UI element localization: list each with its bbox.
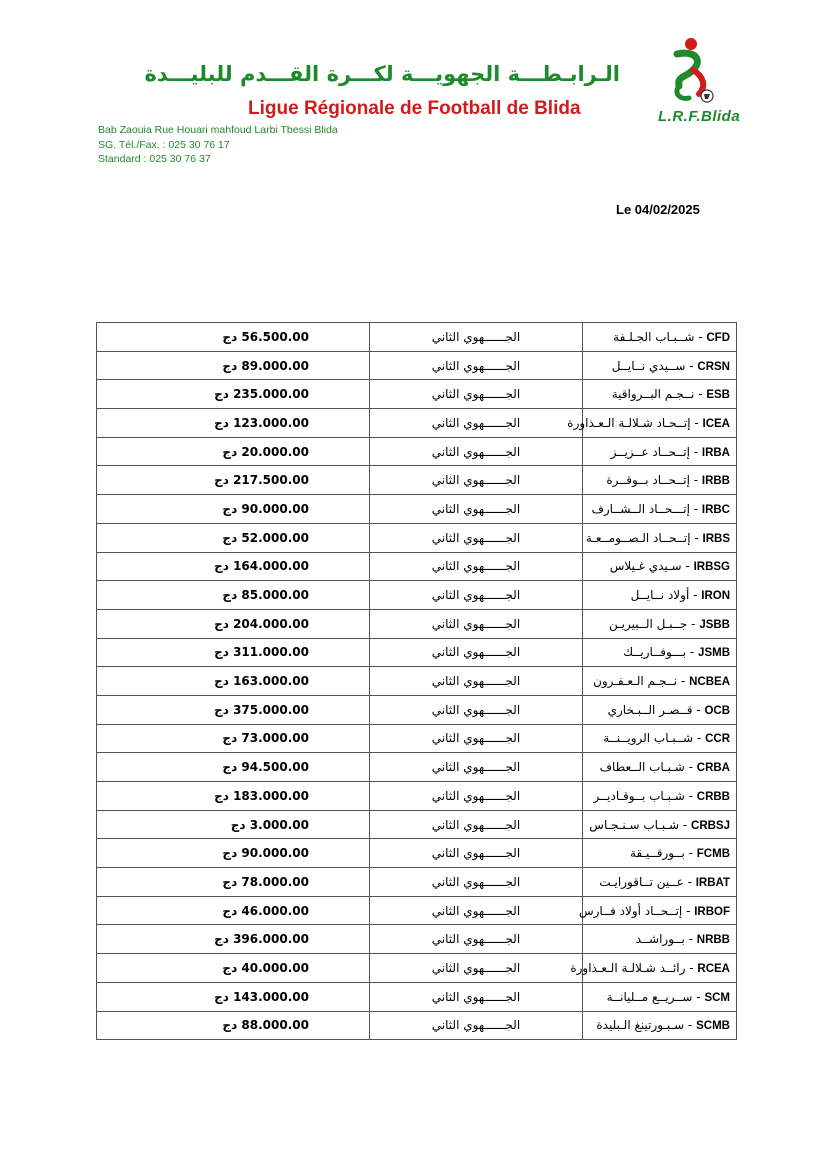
club-code: IRBAT (695, 876, 730, 889)
currency: دج (214, 559, 229, 574)
currency: دج (214, 473, 229, 488)
division-cell: الجــــــهوي الثاني (370, 982, 583, 1011)
amount-cell (97, 1011, 370, 1040)
club-code: SCMB (696, 1020, 730, 1033)
division-cell: الجــــــهوي الثاني (370, 380, 583, 409)
amount-value: 204.000.00 (233, 616, 309, 631)
club-code: RCEA (697, 962, 730, 975)
table-row (97, 724, 737, 753)
club-code: IRON (701, 590, 730, 603)
club-cell (583, 1011, 737, 1040)
amount-cell (97, 581, 370, 610)
club-code: JSBB (699, 618, 730, 631)
club-cell (567, 409, 737, 438)
division-cell: الجــــــهوي الثاني (370, 638, 583, 667)
currency: دج (222, 874, 238, 889)
amount-cell (97, 466, 370, 495)
amount-value: 123.000.00 (233, 415, 309, 430)
currency: دج (222, 903, 238, 918)
fees-table (96, 322, 737, 1040)
club-name: سـيدي غـيلاس (609, 559, 682, 574)
separator: - (683, 874, 696, 889)
separator: - (690, 530, 703, 545)
division-cell: الجــــــهوي الثاني (370, 753, 583, 782)
currency: دج (214, 788, 229, 803)
table-row (97, 868, 737, 897)
currency: دج (222, 846, 238, 861)
club-name: إتــحــاد عــزيــز (610, 444, 690, 459)
club-cell (583, 839, 737, 868)
amount-cell (97, 437, 370, 466)
separator: - (689, 501, 702, 516)
amount-cell (97, 925, 370, 954)
table-row (97, 409, 737, 438)
amount-cell (97, 896, 370, 925)
division-cell: الجــــــهوي الثاني (370, 782, 583, 811)
club-name: إتـــحــاد الــشــارف (591, 501, 690, 516)
division-cell: الجــــــهوي الثاني (370, 896, 583, 925)
club-cell (583, 323, 737, 352)
division-cell: الجــــــهوي الثاني (370, 954, 583, 983)
currency: دج (214, 989, 229, 1004)
amount-cell (97, 782, 370, 811)
club-code: ESB (706, 389, 730, 402)
amount-cell (97, 982, 370, 1011)
amount-value: 85.000.00 (241, 588, 309, 603)
club-code: CRBSJ (691, 819, 730, 832)
currency: دج (222, 588, 238, 603)
club-name: رائــد شـلالـة الـعـذاورة (570, 960, 686, 975)
club-name: بــوراشــد (635, 932, 685, 947)
club-cell (578, 896, 737, 925)
club-code: CRBA (696, 762, 730, 775)
currency: دج (222, 329, 238, 344)
tel-fax: SG. Tél./Fax. : 025 30 76 17 (98, 139, 230, 151)
amount-cell (97, 810, 370, 839)
amount-value: 183.000.00 (233, 788, 309, 803)
amount-value: 73.000.00 (241, 731, 309, 746)
division-cell: الجــــــهوي الثاني (370, 437, 583, 466)
club-cell (583, 638, 737, 667)
club-cell (583, 437, 737, 466)
club-cell (583, 925, 737, 954)
currency: دج (222, 960, 238, 975)
separator: - (684, 932, 697, 947)
club-name: عــين تــاقورايـت (599, 874, 684, 889)
division-cell: الجــــــهوي الثاني (370, 523, 583, 552)
table-row (97, 925, 737, 954)
amount-cell (97, 839, 370, 868)
table-row (97, 753, 737, 782)
table-row (97, 523, 737, 552)
separator: - (692, 702, 705, 717)
club-name: إتــحــاد أولاد فــارس (578, 903, 683, 918)
amount-value: 3.000.00 (249, 817, 309, 832)
amount-value: 163.000.00 (233, 674, 309, 689)
table-row (97, 982, 737, 1011)
club-cell (583, 466, 737, 495)
amount-value: 52.000.00 (241, 530, 309, 545)
separator: - (682, 903, 695, 918)
amount-cell (97, 724, 370, 753)
amount-value: 217.500.00 (233, 473, 309, 488)
division-cell: الجــــــهوي الثاني (370, 1011, 583, 1040)
separator: - (684, 760, 697, 775)
separator: - (684, 1018, 697, 1033)
amount-cell (97, 523, 370, 552)
currency: دج (214, 645, 229, 660)
currency: دج (214, 415, 229, 430)
amount-cell (97, 409, 370, 438)
amount-cell (97, 609, 370, 638)
club-name: إتــحــاد بــوقــرة (606, 473, 690, 488)
currency: دج (222, 444, 238, 459)
club-cell (583, 581, 737, 610)
division-cell: الجــــــهوي الثاني (370, 724, 583, 753)
club-cell (583, 609, 737, 638)
club-cell (583, 724, 737, 753)
currency: دج (222, 501, 238, 516)
table-row (97, 323, 737, 352)
division-cell: الجــــــهوي الثاني (370, 581, 583, 610)
division-cell: الجــــــهوي الثاني (370, 351, 583, 380)
table-row (97, 667, 737, 696)
amount-value: 90.000.00 (241, 501, 309, 516)
club-name: شــبـاب الجـلـفة (613, 329, 695, 344)
amount-value: 88.000.00 (241, 1018, 309, 1033)
amount-value: 311.000.00 (233, 645, 309, 660)
currency: دج (222, 530, 238, 545)
table-row (97, 810, 737, 839)
separator: - (679, 817, 692, 832)
separator: - (685, 960, 698, 975)
club-cell (583, 782, 737, 811)
table-row (97, 552, 737, 581)
club-cell (583, 667, 737, 696)
currency: دج (230, 817, 246, 832)
currency: دج (214, 932, 229, 947)
currency: دج (214, 616, 229, 631)
amount-cell (97, 868, 370, 897)
amount-value: 235.000.00 (233, 387, 309, 402)
club-cell (583, 982, 737, 1011)
currency: دج (222, 358, 238, 373)
standard-phone: Standard : 025 30 76 37 (98, 153, 211, 165)
amount-cell (97, 954, 370, 983)
division-cell: الجــــــهوي الثاني (370, 868, 583, 897)
table-row (97, 351, 737, 380)
amount-value: 375.000.00 (233, 702, 309, 717)
club-code: IRBOF (694, 905, 730, 918)
club-code: CRBB (696, 790, 730, 803)
club-code: IRBS (702, 532, 730, 545)
club-code: CCR (705, 733, 730, 746)
club-name: بـــوفــاريــك (623, 645, 687, 660)
separator: - (686, 645, 699, 660)
division-cell: الجــــــهوي الثاني (370, 667, 583, 696)
amount-cell (97, 638, 370, 667)
club-cell (583, 495, 737, 524)
division-cell: الجــــــهوي الثاني (370, 466, 583, 495)
club-code: IRBSG (693, 561, 730, 574)
amount-value: 40.000.00 (241, 960, 309, 975)
division-cell: الجــــــهوي الثاني (370, 409, 583, 438)
amount-value: 164.000.00 (233, 559, 309, 574)
division-cell: الجــــــهوي الثاني (370, 495, 583, 524)
table-row (97, 437, 737, 466)
club-code: CFD (706, 331, 730, 344)
club-cell (570, 954, 737, 983)
club-code: ICEA (702, 417, 730, 430)
table-row (97, 609, 737, 638)
separator: - (694, 329, 707, 344)
amount-value: 46.000.00 (241, 903, 309, 918)
amount-value: 143.000.00 (233, 989, 309, 1004)
table-row (97, 782, 737, 811)
club-code: IRBA (701, 446, 730, 459)
separator: - (689, 473, 702, 488)
division-cell: الجــــــهوي الثاني (370, 552, 583, 581)
amount-value: 94.500.00 (241, 760, 309, 775)
separator: - (684, 846, 697, 861)
amount-value: 78.000.00 (241, 874, 309, 889)
club-code: OCB (704, 704, 730, 717)
club-cell (583, 695, 737, 724)
amount-cell (97, 552, 370, 581)
currency: دج (214, 387, 229, 402)
club-code: NRBB (696, 934, 730, 947)
address: Bab Zaouia Rue Houari mahfoud Larbi Tbessi Blida (98, 124, 338, 136)
club-name: بــورقــيـقة (630, 846, 685, 861)
amount-value: 90.000.00 (241, 846, 309, 861)
club-cell (583, 380, 737, 409)
separator: - (694, 387, 707, 402)
logo-text: L.R.F.Blida (658, 108, 741, 125)
club-cell (583, 810, 737, 839)
separator: - (684, 788, 697, 803)
separator: - (689, 444, 702, 459)
club-cell (583, 552, 737, 581)
club-name: سـبـورتينغ الـبليدة (596, 1018, 685, 1033)
separator: - (677, 674, 690, 689)
division-cell: الجــــــهوي الثاني (370, 810, 583, 839)
club-cell (583, 753, 737, 782)
amount-cell (97, 495, 370, 524)
amount-value: 396.000.00 (233, 932, 309, 947)
table-row (97, 466, 737, 495)
table-row (97, 839, 737, 868)
club-cell (583, 351, 737, 380)
currency: دج (214, 702, 229, 717)
club-name: شـبـاب بــوقـاديــر (593, 788, 685, 803)
separator: - (687, 616, 700, 631)
division-cell: الجــــــهوي الثاني (370, 925, 583, 954)
separator: - (693, 731, 706, 746)
club-code: NCBEA (689, 676, 730, 689)
separator: - (681, 559, 694, 574)
separator: - (690, 415, 703, 430)
amount-value: 56.500.00 (241, 329, 309, 344)
club-name: شـبـاب الــعطاف (599, 760, 685, 775)
table-row (97, 695, 737, 724)
club-name: قــصـر الــبـخاري (607, 702, 693, 717)
amount-value: 20.000.00 (241, 444, 309, 459)
currency: دج (222, 1018, 238, 1033)
table-row (97, 1011, 737, 1040)
amount-cell (97, 667, 370, 696)
separator: - (689, 588, 702, 603)
club-name: نــجـم الـعـفـرون (593, 674, 678, 689)
club-name: إتــحــاد الـصــومــعـة (585, 530, 691, 545)
division-cell: الجــــــهوي الثاني (370, 695, 583, 724)
table-row (97, 581, 737, 610)
division-cell: الجــــــهوي الثاني (370, 839, 583, 868)
club-code: CRSN (697, 360, 730, 373)
table-row (97, 380, 737, 409)
club-code: JSMB (698, 647, 730, 660)
club-code: IRBC (701, 503, 730, 516)
club-code: IRBB (701, 475, 730, 488)
amount-cell (97, 380, 370, 409)
club-cell (583, 523, 737, 552)
club-name: شــبـاب الرويــنــة (603, 731, 694, 746)
club-cell (583, 868, 737, 897)
club-name: أولاد نــايــل (630, 588, 690, 603)
club-name: شـبـاب سـنـجـاس (589, 817, 680, 832)
club-name: إتــحـاد شـلالـة الـعـذاورة (567, 415, 691, 430)
amount-cell (97, 753, 370, 782)
table-row (97, 954, 737, 983)
amount-cell (97, 695, 370, 724)
table-row (97, 638, 737, 667)
amount-cell (97, 323, 370, 352)
amount-value: 89.000.00 (241, 358, 309, 373)
club-name: جــبـل الــبيريـن (608, 616, 688, 631)
division-cell: الجــــــهوي الثاني (370, 609, 583, 638)
separator: - (692, 989, 705, 1004)
club-code: FCMB (696, 848, 730, 861)
document-date: Le 04/02/2025 (616, 202, 700, 217)
league-title-ar: الـرابـطـــة الجهويـــة لكـــرة القـــدم للبليـــدة (144, 62, 620, 86)
club-name: نــجـم البــرواقية (611, 387, 695, 402)
club-name: ســريــع مــليانــة (606, 989, 693, 1004)
amount-cell (97, 351, 370, 380)
club-name: ســيدي نــايــل (611, 358, 686, 373)
currency: دج (222, 731, 238, 746)
separator: - (685, 358, 698, 373)
table-row (97, 896, 737, 925)
table-row (97, 495, 737, 524)
league-title-fr: Ligue Régionale de Football de Blida (248, 98, 581, 119)
club-code: SCM (704, 991, 730, 1004)
currency: دج (222, 760, 238, 775)
division-cell: الجــــــهوي الثاني (370, 323, 583, 352)
currency: دج (214, 674, 229, 689)
